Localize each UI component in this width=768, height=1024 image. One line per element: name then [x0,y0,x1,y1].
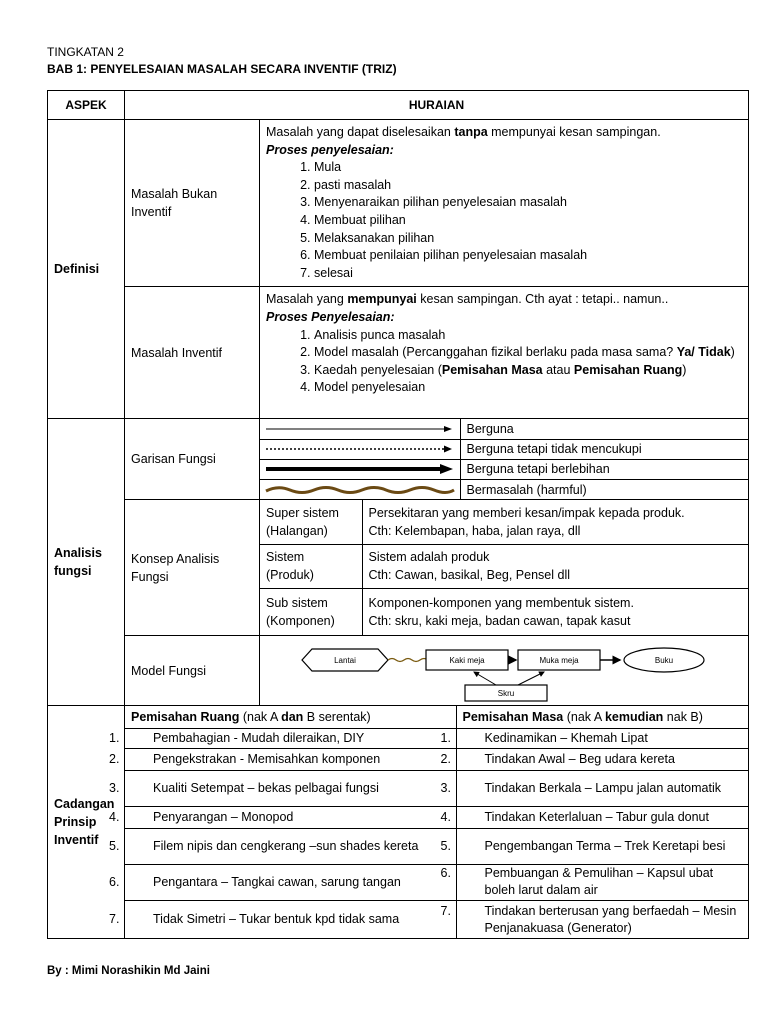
prinsip-table [109,706,748,938]
aspek-header: ASPEK [48,91,125,120]
inventif-steps-list [266,327,742,397]
term: Super sistem (Halangan) [260,500,362,544]
function-model-diagram [260,636,749,706]
ruang-principle: 1. Pembahagian - Mudah dileraikan, DIY [125,728,456,748]
label-masalah-inventif: Masalah Inventif [125,287,260,419]
aspect-analisis-fungsi: Analisis fungsi [48,419,125,706]
list-item: 4. Membuat pilihan [314,212,742,230]
konsep-table [260,500,748,635]
label-konsep-analisis-fungsi: Konsep Analisis Fungsi [125,500,260,636]
list-item: 1. Mula [314,159,742,177]
ruang-principle: 3. Kualiti Setempat – bekas pelbagai fungsi [125,770,456,806]
pemisahan-masa-heading: Pemisahan Masa (nak A kemudian nak B) [456,706,748,728]
proses-title: Proses penyelesaian: [266,142,394,157]
harmful-line-icon [260,479,460,499]
ruang-principle: 5. Filem nipis dan cengkerang –sun shades kereta [125,828,456,864]
skru-label: Skru [497,688,515,698]
masa-principle: 5. Pengembangan Terma – Trek Keretapi besi [456,828,748,864]
masa-principle: 4. Tindakan Keterlaluan – Tabur gula donut [456,806,748,828]
kaki-meja-label: Kaki meja [449,655,485,665]
inventif-description: Masalah yang mempunyai kesan sampingan. Cth ayat : tetapi.. namun.. Proses Penyelesaian: 1. Analisis punca masalah 2. Model masalah (Percanggahan fizikal berlaku pada masa sama? Ya/ Tidak) 3. Kaedah penyelesaian (Pemisahan Masa atau Pemisahan Ruang) 4. Model penyelesaian [260,287,749,419]
pemisahan-ruang-heading: Pemisahan Ruang (nak A dan B serentak) [125,706,456,728]
masa-principle: 1. Kedinamikan – Khemah Lipat [456,728,748,748]
term-description: Persekitaran yang memberi kesan/impak kepada produk. Cth: Kelembapan, haba, jalan raya, dll [362,500,748,544]
bukan-steps-list [266,159,742,282]
line-label: Bermasalah (harmful) [460,479,748,499]
term-description: Komponen-komponen yang membentuk sistem. Cth: skru, kaki meja, badan cawan, tapak kasut [362,588,748,635]
ruang-principle: 2. Pengekstrakan - Memisahkan komponen [125,748,456,770]
label-model-fungsi: Model Fungsi [125,636,260,706]
list-item: 2. pasti masalah [314,177,742,195]
list-item: 1. Analisis punca masalah [314,327,742,345]
lantai-label: Lantai [334,655,356,665]
chapter-title: BAB 1: PENYELESAIAN MASALAH SECARA INVENTIF (TRIZ) [47,62,397,76]
ruang-principle: 7. Tidak Simetri – Tukar bentuk kpd tidak sama [125,900,456,938]
list-item: 3. Kaedah penyelesaian (Pemisahan Masa atau Pemisahan Ruang) [314,362,742,380]
useful-line-icon [260,419,460,439]
label-garisan-fungsi: Garisan Fungsi [125,419,260,500]
author-credit: By : Mimi Norashikin Md Jaini [47,965,210,977]
masa-principle: 6. Pembuangan & Pemulihan – Kapsul ubat boleh larut dalam air [456,864,748,900]
buku-label: Buku [654,655,674,665]
term-description: Sistem adalah produk Cth: Cawan, basikal, Beg, Pensel dll [362,544,748,588]
masa-principle: 2. Tindakan Awal – Beg udara kereta [456,748,748,770]
muka-meja-label: Muka meja [539,655,579,665]
bukan-inventif-description: Masalah yang dapat diselesaikan tanpa mempunyai kesan sampingan. Proses penyelesaian: 1. Mula 2. pasti masalah 3. Menyenaraikan pilihan penyelesaian masalah 4. Membuat pilihan 5. Melaksanakan pilihan 6. Membuat penilaian pilihan penyelesaian masalah 7. selesai [260,120,749,287]
line-label: Berguna [460,419,748,439]
insufficient-line-icon [260,439,460,459]
line-label: Berguna tetapi tidak mencukupi [460,439,748,459]
list-item: 7. selesai [314,265,742,283]
triz-table [47,90,749,939]
list-item: 2. Model masalah (Percanggahan fizikal berlaku pada masa sama? Ya/ Tidak) [314,344,742,362]
masa-principle: 3. Tindakan Berkala – Lampu jalan automatik [456,770,748,806]
label-masalah-bukan-inventif: Masalah Bukan Inventif [125,120,260,287]
list-item: 3. Menyenaraikan pilihan penyelesaian masalah [314,194,742,212]
ruang-principle: 4. Penyarangan – Monopod [125,806,456,828]
aspect-cadangan: Cadangan Prinsip Inventif [48,706,125,939]
excessive-line-icon [260,459,460,479]
line-label: Berguna tetapi berlebihan [460,459,748,479]
level-heading: TINGKATAN 2 [47,45,124,59]
aspect-definisi: Definisi [48,120,125,419]
list-item: 5. Melaksanakan pilihan [314,230,742,248]
ruang-principle: 6. Pengantara – Tangkai cawan, sarung tangan [125,864,456,900]
huraian-header: HURAIAN [125,91,749,120]
term: Sistem (Produk) [260,544,362,588]
term: Sub sistem (Komponen) [260,588,362,635]
masa-principle: 7. Tindakan berterusan yang berfaedah – Mesin Penjanakuasa (Generator) [456,900,748,938]
garisan-fungsi-table [260,419,748,499]
list-item: 4. Model penyelesaian [314,379,742,397]
list-item: 6. Membuat penilaian pilihan penyelesaian masalah [314,247,742,265]
